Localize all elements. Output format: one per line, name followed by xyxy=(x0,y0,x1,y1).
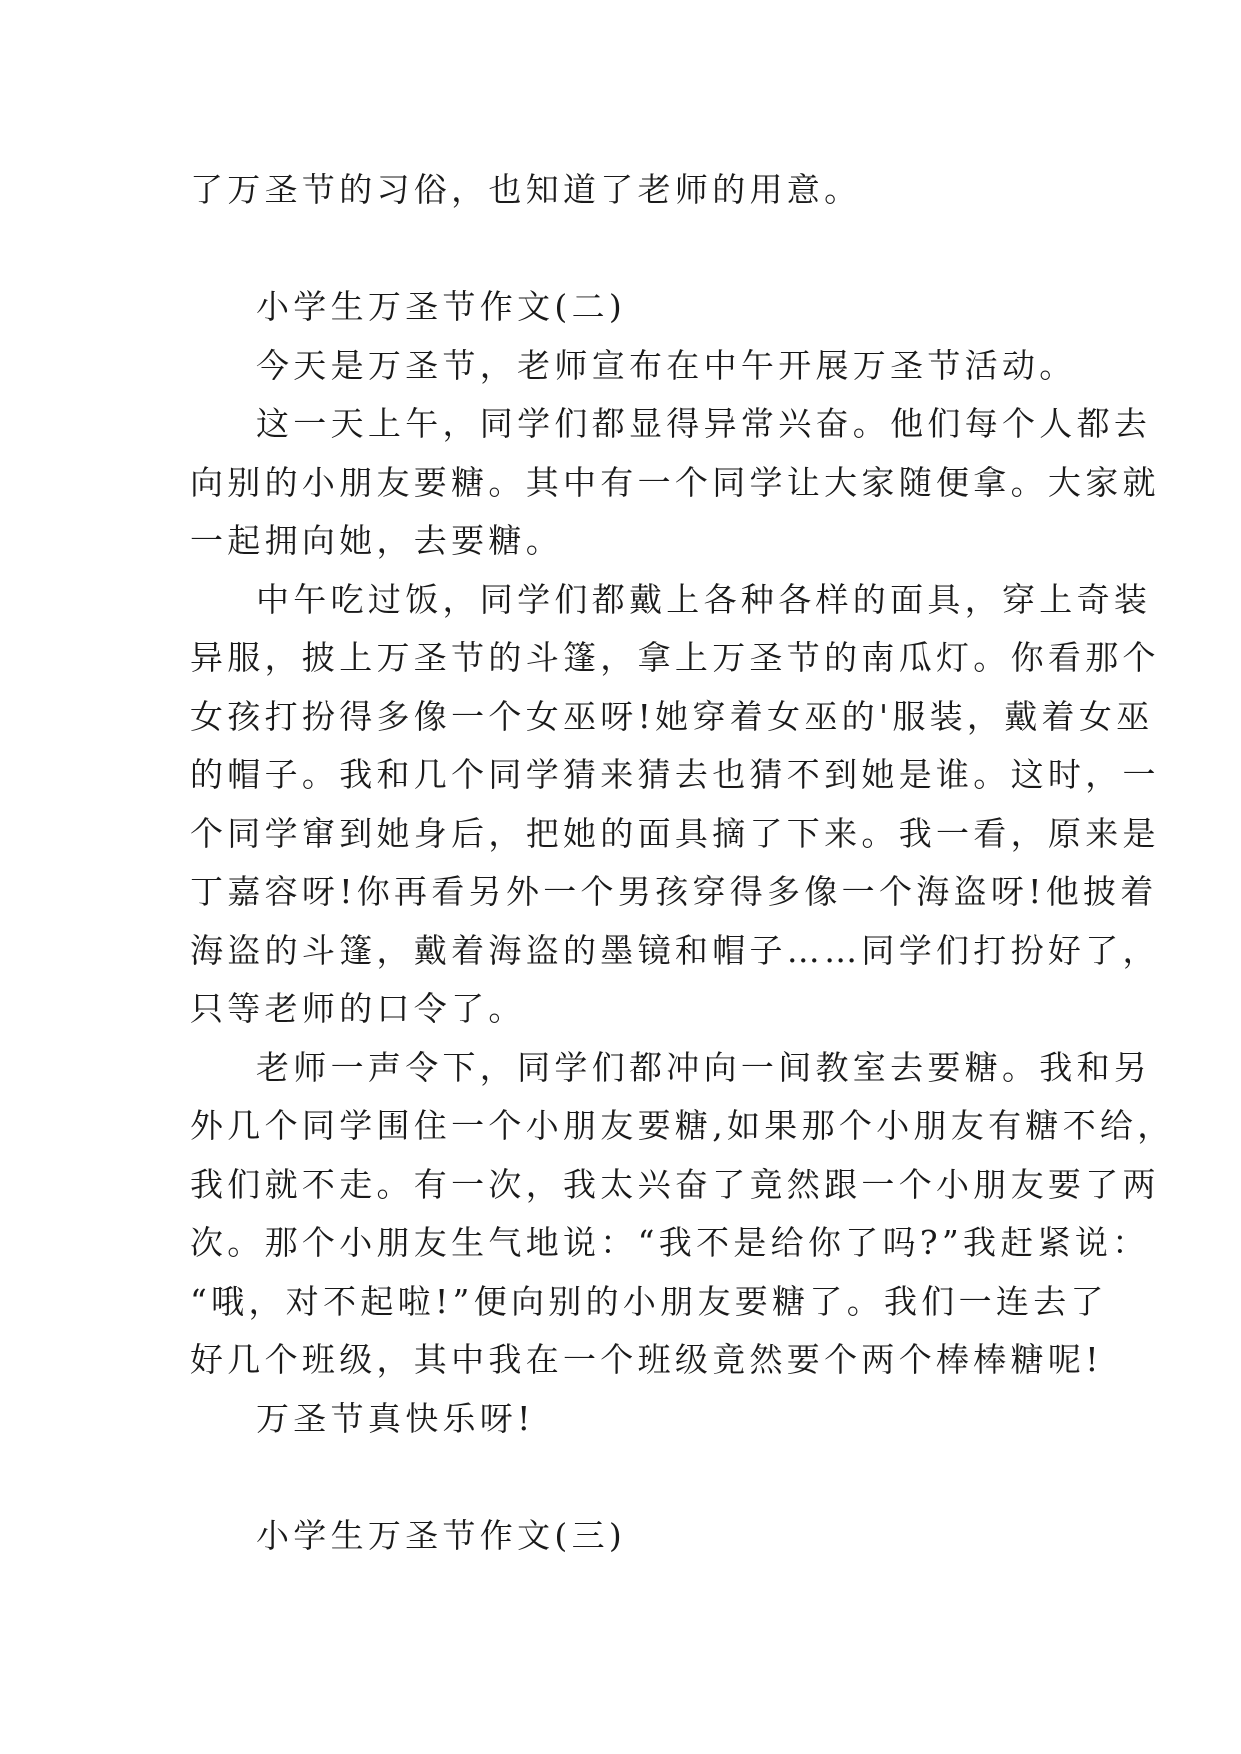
text-line: 的帽子。我和几个同学猜来猜去也猜不到她是谁。这时，一 xyxy=(190,755,1160,794)
text-line: 老师一声令下，同学们都冲向一间教室去要糖。我和另 xyxy=(256,1047,1152,1087)
text-line: 好几个班级，其中我在一个班级竟然要个两个棒棒糖呢! xyxy=(190,1340,1103,1379)
text-line: 外几个同学围住一个小朋友要糖,如果那个小朋友有糖不给， xyxy=(190,1106,1175,1145)
text-line: 小学生万圣节作文(二) xyxy=(256,287,627,326)
paragraph-gap xyxy=(190,1448,1050,1507)
paragraph-gap xyxy=(190,220,1050,279)
text-line: 异服，披上万圣节的斗篷，拿上万圣节的南瓜灯。你看那个 xyxy=(190,638,1160,677)
text-line: 万圣节真快乐呀! xyxy=(256,1398,535,1438)
text-line: 个同学窜到她身后，把她的面具摘了下来。我一看，原来是 xyxy=(190,813,1160,853)
document-body xyxy=(190,161,1175,1565)
text-line: 我们就不走。有一次，我太兴奋了竟然跟一个小朋友要了两 xyxy=(190,1164,1160,1204)
text-line: 次。那个小朋友生气地说：“我不是给你了吗?”我赶紧说： xyxy=(190,1223,1150,1262)
text-line: 一起拥向她，去要糖。 xyxy=(190,521,563,560)
text-line: 这一天上午，同学们都显得异常兴奋。他们每个人都去 xyxy=(256,404,1152,443)
text-line: 向别的小朋友要糖。其中有一个同学让大家随便拿。大家就 xyxy=(190,462,1160,502)
text-line: 只等老师的口令了。 xyxy=(190,989,526,1028)
text-line: 中午吃过饭，同学们都戴上各种各样的面具，穿上奇装 xyxy=(256,579,1152,619)
text-line: 了万圣节的习俗，也知道了老师的用意。 xyxy=(190,170,862,209)
text-line: 丁嘉容呀!你再看另外一个男孩穿得多像一个海盗呀!他披着 xyxy=(190,872,1158,911)
text-line: 今天是万圣节，老师宣布在中午开展万圣节活动。 xyxy=(256,345,1077,385)
text-line: “哦，对不起啦!”便向别的小朋友要糖了。我们一连去了 xyxy=(190,1281,1108,1321)
text-line: 海盗的斗篷，戴着海盗的墨镜和帽子……同学们打扮好了， xyxy=(190,930,1160,970)
text-line: 女孩打扮得多像一个女巫呀!她穿着女巫的'服装，戴着女巫 xyxy=(190,696,1154,736)
text-line: 小学生万圣节作文(三) xyxy=(256,1515,627,1555)
